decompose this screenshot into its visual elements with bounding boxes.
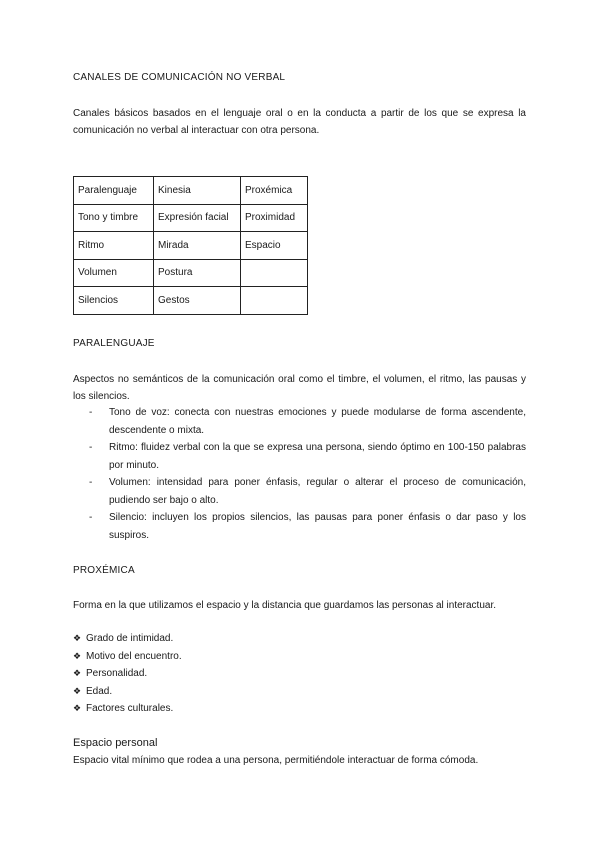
list-item: ❖ Personalidad. (73, 665, 182, 683)
proxemica-heading: PROXÉMICA (73, 565, 135, 576)
diamond-bullet-icon: ❖ (73, 685, 82, 696)
table-cell: Volumen (74, 259, 154, 287)
intro-paragraph: Canales básicos basados en el lenguaje oral o en la conducta a partir de los que se expresa la comunicación no verbal al interactuar con otra persona. (73, 108, 526, 136)
proxemica-description: Forma en la que utilizamos el espacio y la distancia que guardamos las personas al interactuar. (73, 600, 497, 611)
dash-bullet: - (89, 512, 93, 523)
dash-bullet: - (89, 407, 93, 418)
table-cell: Tono y timbre (74, 204, 154, 232)
diamond-bullet-icon: ❖ (73, 703, 82, 713)
table-cell: Kinesia (154, 177, 241, 205)
table-cell: Ritmo (74, 232, 154, 260)
list-item: ❖ Factores culturales. (73, 700, 182, 718)
table-cell: Proximidad (241, 204, 308, 232)
list-item: ❖ Grado de intimidad. (73, 630, 182, 648)
table-cell: Postura (154, 259, 241, 287)
table-cell: Proxémica (241, 177, 308, 205)
table-row (74, 204, 308, 232)
table-cell: Espacio (241, 232, 308, 260)
table-row (74, 287, 308, 315)
list-item: - Tono de voz: conecta con nuestras emociones y puede modularse de forma ascendente, descendente o mixta. (89, 404, 526, 439)
table-cell: Gestos (154, 287, 241, 315)
table-cell: Paralenguaje (74, 177, 154, 205)
diamond-bullet-icon: ❖ (73, 633, 82, 643)
paralenguaje-heading: PARALENGUAJE (73, 338, 155, 349)
espacio-personal-description: Espacio vital mínimo que rodea a una persona, permitiéndole interactuar de forma cómoda. (73, 755, 479, 766)
dash-bullet: - (89, 477, 93, 488)
table-cell: Expresión facial (154, 204, 241, 232)
table-row (74, 259, 308, 287)
espacio-personal-heading: Espacio personal (73, 737, 158, 749)
table-cell (241, 287, 308, 315)
table-cell (241, 259, 308, 287)
diamond-bullet-icon: ❖ (73, 650, 82, 661)
table-cell: Silencios (74, 287, 154, 315)
dash-bullet: - (89, 442, 93, 453)
document-title: CANALES DE COMUNICACIÓN NO VERBAL (73, 72, 286, 83)
list-item: - Silencio: incluyen los propios silencios, las pausas para poner énfasis o dar paso y los suspiros. (89, 509, 526, 544)
diamond-bullet-icon: ❖ (73, 668, 82, 678)
paralenguaje-description: Aspectos no semánticos de la comunicación oral como el timbre, el volumen, el ritmo, las pausas y los silencios. (73, 374, 526, 402)
list-item: ❖ Motivo del encuentro. (73, 648, 182, 666)
list-item: - Ritmo: fluidez verbal con la que se expresa una persona, siendo óptimo en 100-150 palabras por minuto. (89, 439, 526, 474)
table-row (74, 232, 308, 260)
list-item: - Volumen: intensidad para poner énfasis, regular o alterar el proceso de comunicación, pudiendo ser bajo o alto. (89, 474, 526, 509)
table-cell: Mirada (154, 232, 241, 260)
proxemica-list (73, 630, 182, 718)
channels-table (73, 176, 308, 315)
list-item: ❖ Edad. (73, 683, 182, 701)
paralenguaje-list (89, 404, 526, 544)
table-row (74, 177, 308, 205)
